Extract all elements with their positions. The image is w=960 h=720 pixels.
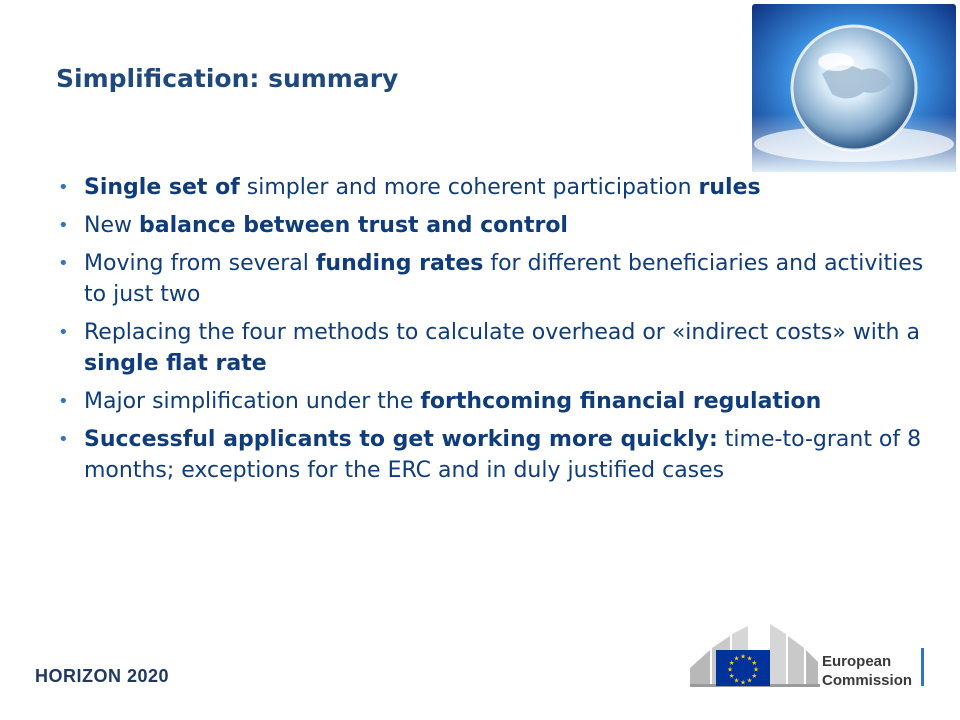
bullet-item: • New balance between trust and control bbox=[56, 210, 926, 241]
svg-text:★: ★ bbox=[746, 654, 753, 663]
bullet-dot-icon: • bbox=[58, 215, 69, 236]
horizon-2020-brand: HORIZON 2020 bbox=[35, 666, 170, 686]
bullet-list bbox=[56, 172, 926, 493]
globe-hero-image bbox=[752, 4, 956, 172]
slide-title: Simplification: summary bbox=[56, 64, 399, 93]
bullet-item: • Successful applicants to get working more quickly: time-to-grant of 8 months; exceptions for the ERC and in duly justified cases bbox=[56, 424, 926, 486]
svg-text:★: ★ bbox=[733, 654, 740, 663]
svg-text:★: ★ bbox=[746, 676, 753, 685]
svg-text:★: ★ bbox=[751, 659, 758, 667]
bullet-dot-icon: • bbox=[58, 429, 69, 450]
bullet-dot-icon: • bbox=[58, 253, 69, 274]
ec-line-2: Commission bbox=[822, 672, 913, 689]
svg-text:★: ★ bbox=[740, 652, 746, 661]
svg-text:★: ★ bbox=[733, 676, 740, 685]
bullet-dot-icon: • bbox=[58, 391, 69, 412]
bullet-item: • Single set of simpler and more coherent participation rules bbox=[56, 172, 926, 203]
ec-accent-bar bbox=[921, 648, 924, 686]
bullet-item: • Replacing the four methods to calculate overhead or «indirect costs» with a single flat rate bbox=[56, 317, 926, 379]
svg-text:★: ★ bbox=[728, 672, 735, 680]
bullet-item: • Moving from several funding rates for different beneficiaries and activities to just two bbox=[56, 248, 926, 310]
european-commission-wordmark bbox=[822, 652, 912, 690]
bullet-dot-icon: • bbox=[58, 322, 69, 343]
bullet-item: • Major simplification under the forthcoming financial regulation bbox=[56, 386, 926, 417]
bullet-dot-icon: • bbox=[58, 177, 69, 198]
svg-text:★: ★ bbox=[740, 678, 746, 687]
svg-text:★: ★ bbox=[727, 665, 733, 674]
svg-text:★: ★ bbox=[728, 659, 735, 667]
ec-line-1: European bbox=[822, 653, 892, 670]
svg-text:★: ★ bbox=[753, 665, 759, 674]
svg-text:★: ★ bbox=[751, 672, 758, 680]
